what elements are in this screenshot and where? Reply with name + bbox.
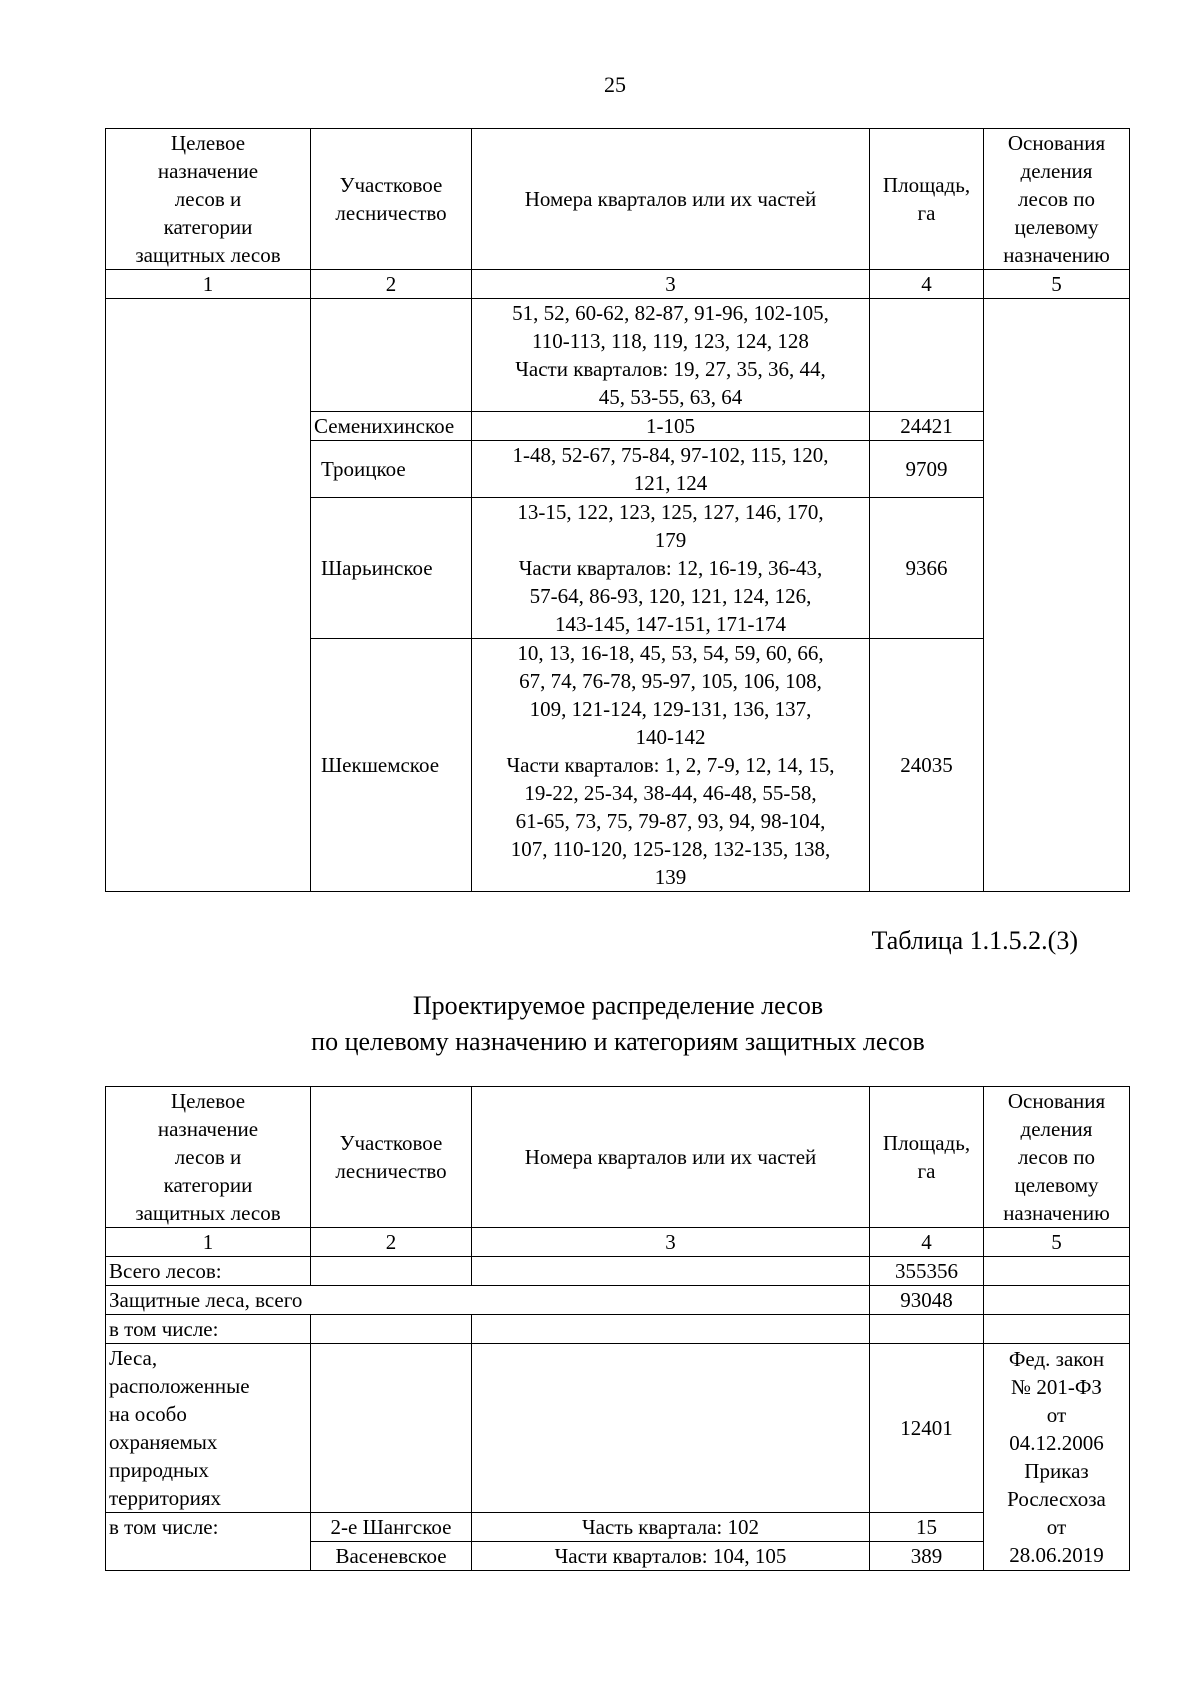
including-label: в том числе: [106, 1315, 311, 1344]
header-purpose: Целевое назначение лесов и категории защитных лесов [106, 1087, 311, 1228]
column-number: 5 [984, 1228, 1130, 1257]
header-area: Площадь, га [870, 129, 984, 270]
header-basis: Основания деления лесов по целевому назначению [984, 1087, 1130, 1228]
header-district: Участковое лесничество [311, 1087, 472, 1228]
header-district: Участковое лесничество [311, 129, 472, 270]
total-area: 355356 [870, 1257, 984, 1286]
table-row [106, 299, 1130, 412]
header-quarters: Номера кварталов или их частей [472, 129, 870, 270]
header-basis: Основания деления лесов по целевому назначению [984, 129, 1130, 270]
area-cell: 9709 [870, 441, 984, 498]
total-label: Всего лесов: [106, 1257, 311, 1286]
protective-label: Защитные леса, всего [106, 1286, 870, 1315]
district-cell: Васеневское [311, 1542, 472, 1571]
column-number: 4 [870, 270, 984, 299]
column-number: 1 [106, 1228, 311, 1257]
oopt-row [106, 1344, 1130, 1513]
district-cell [311, 299, 472, 412]
area-cell: 389 [870, 1542, 984, 1571]
column-number-row [106, 1228, 1130, 1257]
district-cell: Троицкое [311, 441, 472, 498]
column-number: 3 [472, 1228, 870, 1257]
header-area: Площадь, га [870, 1087, 984, 1228]
basis-cell [984, 299, 1130, 892]
table-header-row [106, 129, 1130, 270]
quarters-cell: 1-105 [472, 412, 870, 441]
area-cell: 15 [870, 1513, 984, 1542]
quarters-cell: 13-15, 122, 123, 125, 127, 146, 170, 179 Части кварталов: 12, 16-19, 36-43, 57-64, 86-93, 120, 121, 124, 126, 143-145, 147-151, 171-174 [472, 498, 870, 639]
column-number: 1 [106, 270, 311, 299]
quarters-cell: 1-48, 52-67, 75-84, 97-102, 115, 120, 121, 124 [472, 441, 870, 498]
table-title: Проектируемое распределение лесов по целевому назначению и категориям защитных лесов [311, 991, 925, 1056]
area-cell [870, 299, 984, 412]
forest-distribution-table-continued [105, 128, 1130, 892]
purpose-cell [106, 299, 311, 892]
column-number: 2 [311, 270, 472, 299]
quarters-cell: Часть квартала: 102 [472, 1513, 870, 1542]
quarters-cell: 51, 52, 60-62, 82-87, 91-96, 102-105, 110-113, 118, 119, 123, 124, 128 Части кварталов: 19, 27, 35, 36, 44, 45, 53-55, 63, 64 [472, 299, 870, 412]
district-cell: Семенихинское [311, 412, 472, 441]
table-row [106, 1513, 1130, 1542]
including-row [106, 1315, 1130, 1344]
oopt-area: 12401 [870, 1344, 984, 1513]
column-number: 5 [984, 270, 1130, 299]
including-label: в том числе: [106, 1513, 311, 1571]
quarters-cell: Части кварталов: 104, 105 [472, 1542, 870, 1571]
oopt-label: Леса, расположенные на особо охраняемых природных территориях [106, 1344, 311, 1513]
area-cell: 9366 [870, 498, 984, 639]
column-number: 4 [870, 1228, 984, 1257]
area-cell: 24421 [870, 412, 984, 441]
district-cell: Шекшемское [311, 639, 472, 892]
quarters-cell: 10, 13, 16-18, 45, 53, 54, 59, 60, 66, 67, 74, 76-78, 95-97, 105, 106, 108, 109, 121-124, 129-131, 136, 137, 140-142 Части кварталов: 1, 2, 7-9, 12, 14, 15, 19-22, 25-34, 38-44, 46-48, 55-58, 61-65, 73, 75, 79-87, 93, 94, 98-104, 107, 110-120, 125-128, 132-135, 138, 139 [472, 639, 870, 892]
district-cell: Шарьинское [311, 498, 472, 639]
area-cell: 24035 [870, 639, 984, 892]
page-number: 25 [604, 72, 626, 97]
column-number: 3 [472, 270, 870, 299]
table-header-row [106, 1087, 1130, 1228]
district-cell: 2-е Шангское [311, 1513, 472, 1542]
protective-row [106, 1286, 1130, 1315]
basis-cell: Фед. закон № 201-ФЗ от 04.12.2006 Приказ Рослесхоза от 28.06.2019 [984, 1344, 1130, 1571]
column-number: 2 [311, 1228, 472, 1257]
table-caption: Таблица 1.1.5.2.(3) [871, 926, 1078, 955]
forest-distribution-table [105, 1086, 1130, 1571]
total-row [106, 1257, 1130, 1286]
column-number-row [106, 270, 1130, 299]
header-quarters: Номера кварталов или их частей [472, 1087, 870, 1228]
header-purpose: Целевое назначение лесов и категории защитных лесов [106, 129, 311, 270]
protective-area: 93048 [870, 1286, 984, 1315]
